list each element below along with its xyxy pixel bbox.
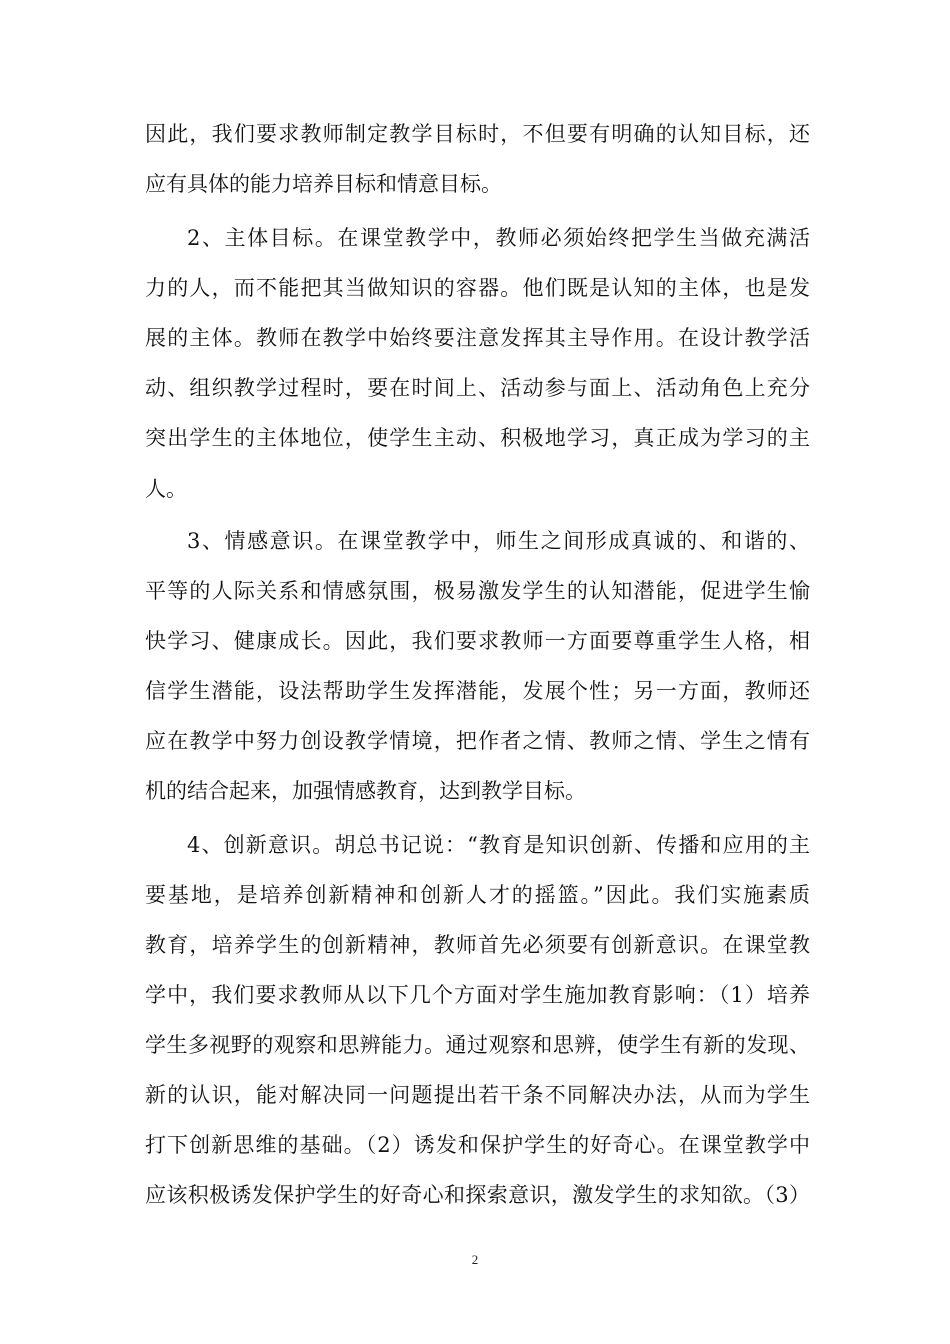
- text-line-14: 机的结合起来，加强情感教育，达到教学目标。: [145, 779, 586, 803]
- text-line-1: 因此，我们要求教师制定教学目标时，不但要有明确的认知目标，还: [145, 122, 810, 146]
- text-line-19: 学生多视野的观察和思辨能力。通过观察和思辨，使学生有新的发现、: [145, 1033, 810, 1057]
- text-line-4: 力的人，而不能把其当做知识的容器。他们既是认知的主体，也是发: [145, 276, 810, 300]
- text-line-9: 3、情感意识。在课堂教学中，师生之间形成真诚的、和谐的、: [187, 529, 810, 553]
- text-line-6: 动、组织教学过程时，要在时间上、活动参与面上、活动角色上充分: [145, 376, 810, 400]
- text-line-17: 教育，培养学生的创新精神，教师首先必须要有创新意识。在课堂教: [145, 933, 810, 957]
- text-line-3: 2、主体目标。在课堂教学中，教师必须始终把学生当做充满活: [187, 226, 810, 250]
- text-line-5: 展的主体。教师在教学中始终要注意发挥其主导作用。在设计教学活: [145, 326, 810, 350]
- text-line-16: 要基地，是培养创新精神和创新人才的摇篮。”因此。我们实施素质: [145, 883, 810, 907]
- text-line-20: 新的认识，能对解决同一问题提出若干条不同解决办法，从而为学生: [145, 1083, 810, 1107]
- text-line-12: 信学生潜能，设法帮助学生发挥潜能，发展个性；另一方面，教师还: [145, 679, 810, 703]
- text-line-2: 应有具体的能力培养目标和情意目标。: [145, 172, 502, 196]
- text-line-7: 突出学生的主体地位，使学生主动、积极地学习，真正成为学习的主: [145, 426, 810, 450]
- text-line-22: 应该积极诱发保护学生的好奇心和探索意识，激发学生的求知欲。（3）: [145, 1183, 810, 1207]
- text-line-15: 4、创新意识。胡总书记说：“教育是知识创新、传播和应用的主: [187, 833, 810, 857]
- text-line-13: 应在教学中努力创设教学情境，把作者之情、教师之情、学生之情有: [145, 729, 810, 753]
- text-line-21: 打下创新思维的基础。（2）诱发和保护学生的好奇心。在课堂教学中: [145, 1133, 810, 1157]
- text-line-10: 平等的人际关系和情感氛围，极易激发学生的认知潜能，促进学生愉: [145, 579, 810, 603]
- text-line-8: 人。: [145, 477, 187, 501]
- text-line-11: 快学习、健康成长。因此，我们要求教师一方面要尊重学生人格，相: [145, 629, 810, 653]
- page-number: 2: [471, 1252, 479, 1267]
- text-line-18: 学中，我们要求教师从以下几个方面对学生施加教育影响：（1）培养: [145, 983, 810, 1007]
